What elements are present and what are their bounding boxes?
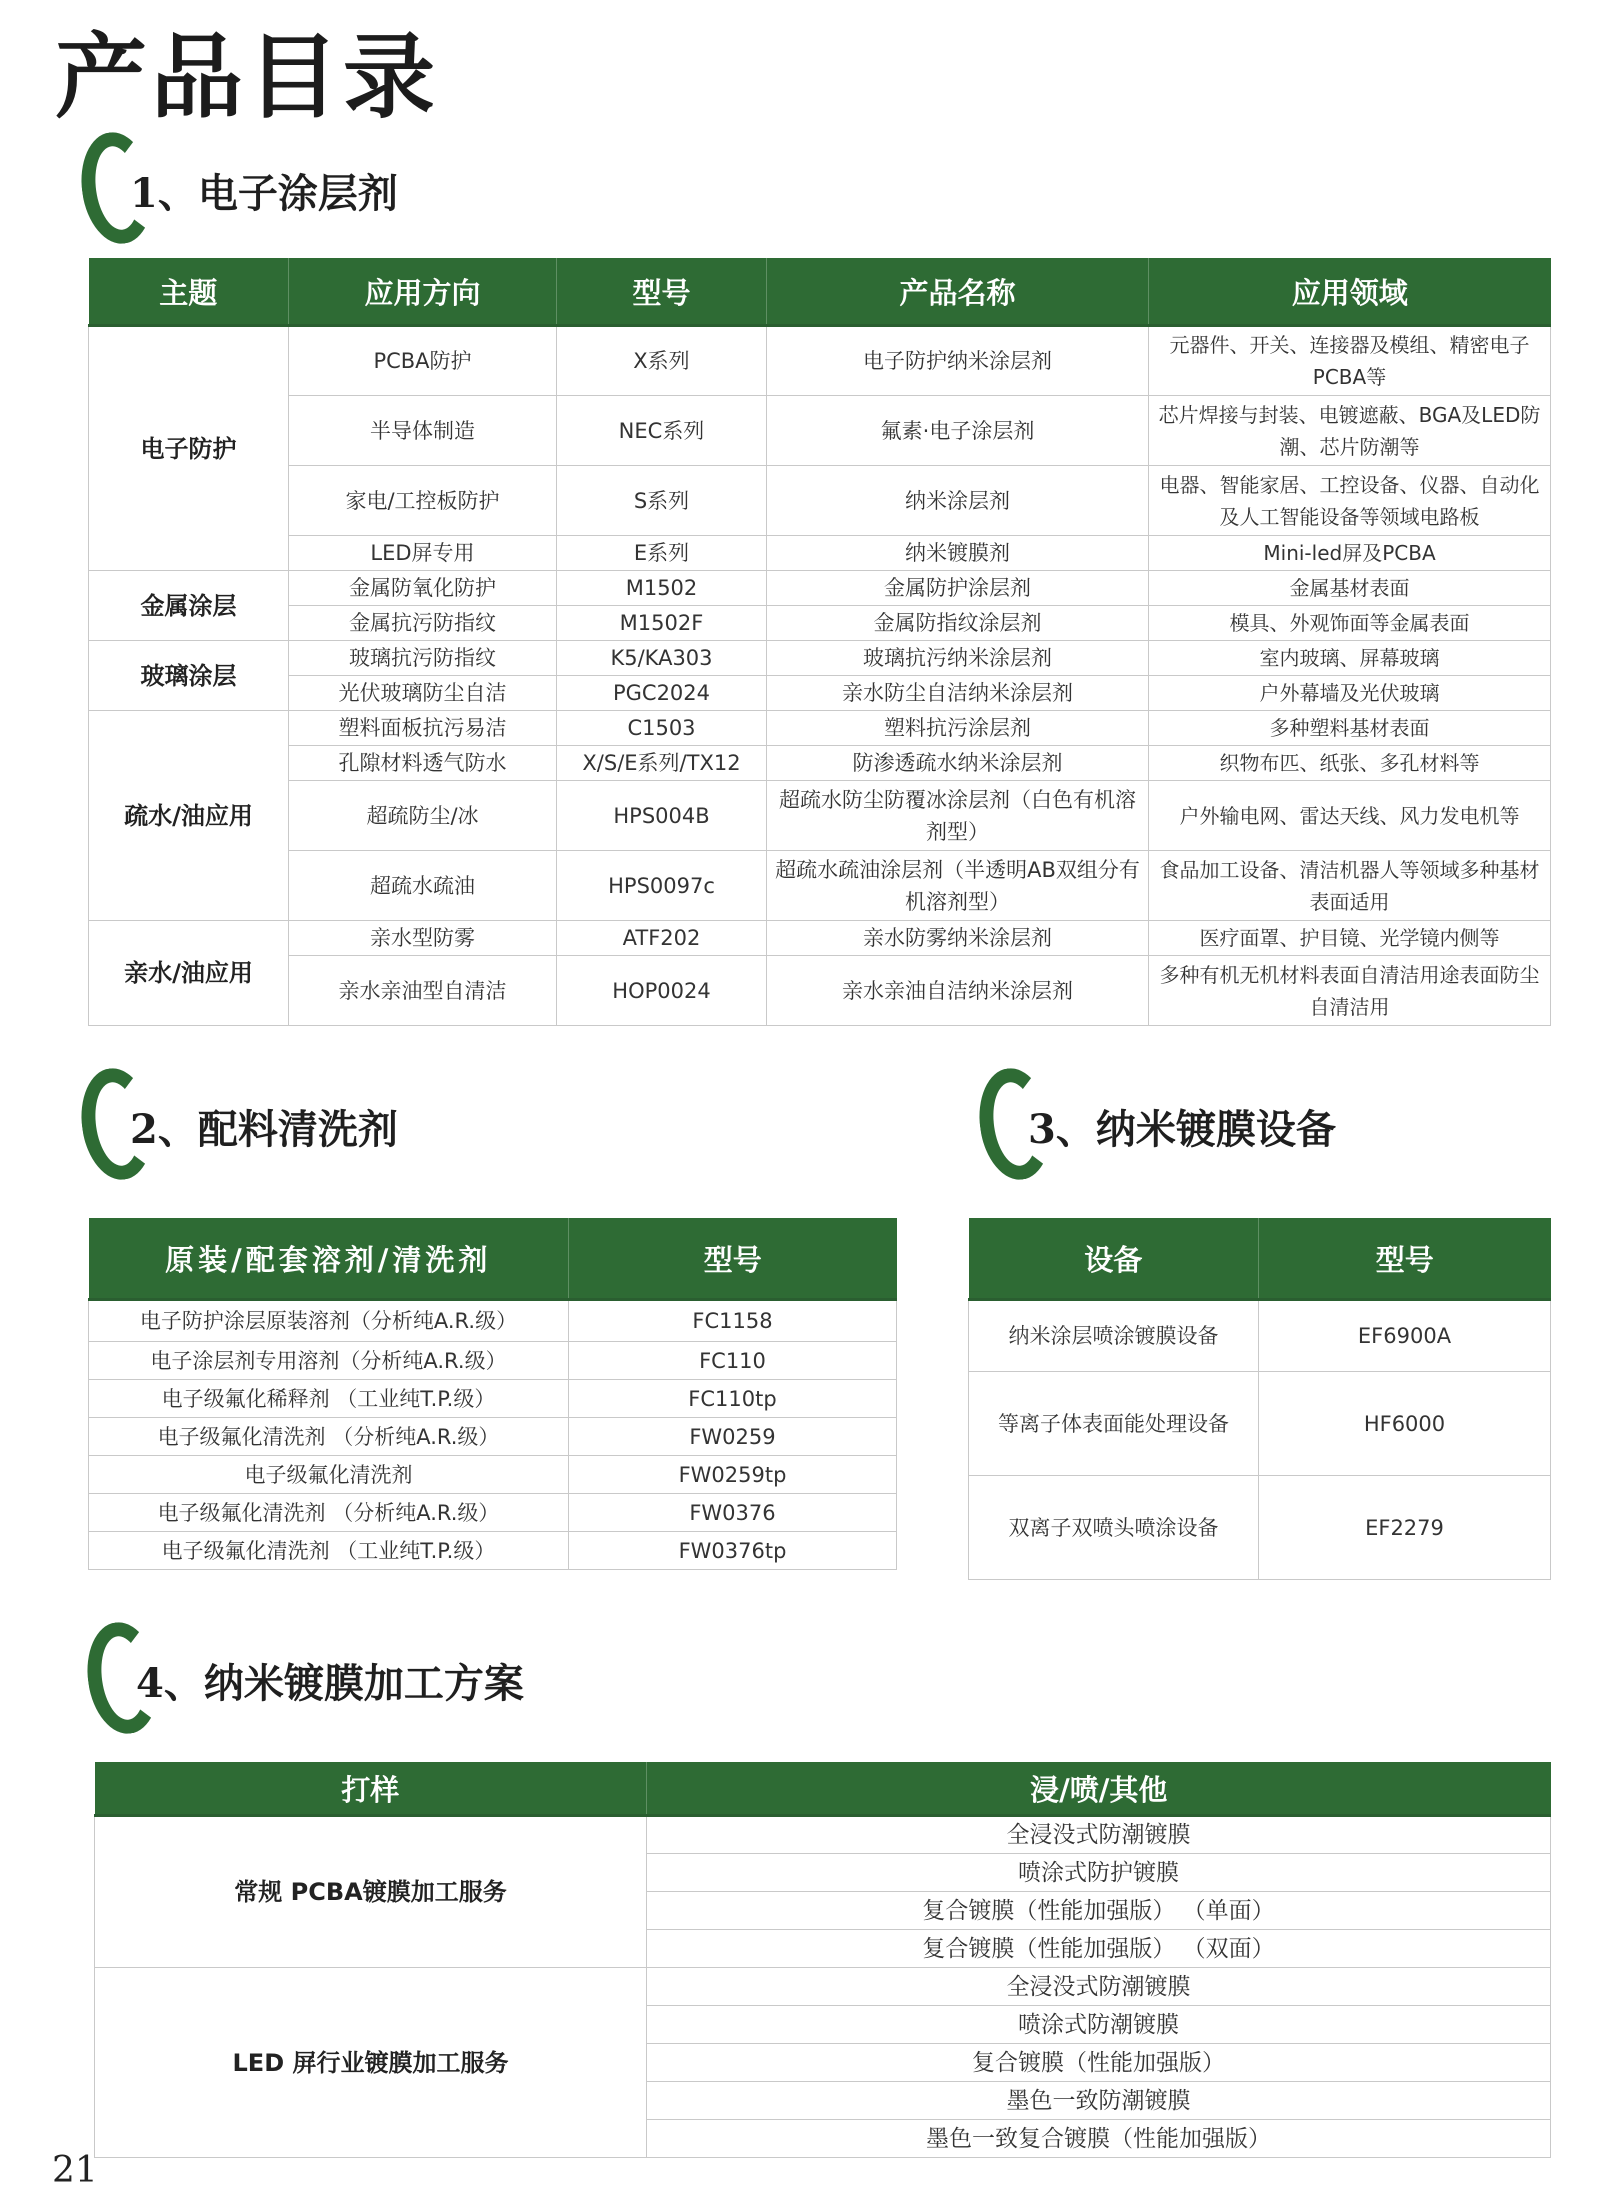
page-title: 产品目录 [55,23,440,131]
direction-cell: 光伏玻璃防尘自洁 [289,676,557,711]
process-item-cell: 喷涂式防潮镀膜 [647,2006,1551,2044]
solvent-name-cell: 电子防护涂层原装溶剂（分析纯A.R.级） [89,1300,569,1342]
model-cell: S系列 [557,466,767,536]
field-cell: 多种塑料基材表面 [1149,711,1551,746]
section-title: 1、电子涂层剂 [130,170,398,217]
direction-cell: 半导体制造 [289,396,557,466]
processing-services-table [94,1762,1551,2158]
model-cell: ATF202 [557,921,767,956]
model-cell: HPS0097c [557,851,767,921]
process-item-cell: 墨色一致复合镀膜（性能加强版） [647,2120,1551,2158]
product-name-cell: 防渗透疏水纳米涂层剂 [767,746,1149,781]
process-item-cell: 全浸没式防潮镀膜 [647,1968,1551,2006]
table-row [89,746,1551,781]
model-cell: HOP0024 [557,956,767,1026]
table-row [89,641,1551,676]
product-name-cell: 超疏水防尘防覆冰涂层剂（白色有机溶剂型） [767,781,1149,851]
product-name-cell: 亲水亲油自洁纳米涂层剂 [767,956,1149,1026]
model-cell: FC110tp [569,1380,897,1418]
table-row [89,326,1551,396]
equipment-name-cell: 等离子体表面能处理设备 [969,1372,1259,1476]
product-name-cell: 电子防护纳米涂层剂 [767,326,1149,396]
solvent-name-cell: 电子级氟化稀释剂 （工业纯T.P.级） [89,1380,569,1418]
table-row [95,1968,1551,2006]
product-name-cell: 亲水防雾纳米涂层剂 [767,921,1149,956]
model-cell: EF2279 [1259,1476,1551,1580]
equipment-name-cell: 纳米涂层喷涂镀膜设备 [969,1300,1259,1372]
model-cell: FC1158 [569,1300,897,1342]
product-name-cell: 纳米镀膜剂 [767,536,1149,571]
direction-cell: 塑料面板抗污易洁 [289,711,557,746]
direction-cell: 孔隙材料透气防水 [289,746,557,781]
section-title: 4、纳米镀膜加工方案 [136,1660,524,1707]
column-header: 打样 [95,1762,647,1816]
table-row [89,1380,897,1418]
column-header: 原装/配套溶剂/清洗剂 [89,1218,569,1300]
table-row [89,921,1551,956]
process-item-cell: 复合镀膜（性能加强版） [647,2044,1551,2082]
model-cell: M1502F [557,606,767,641]
direction-cell: 亲水型防雾 [289,921,557,956]
table-row [969,1372,1551,1476]
table-row [89,1494,897,1532]
product-name-cell: 超疏水疏油涂层剂（半透明AB双组分有机溶剂型） [767,851,1149,921]
solvent-name-cell: 电子涂层剂专用溶剂（分析纯A.R.级） [89,1342,569,1380]
table-row [89,676,1551,711]
service-name-cell: LED 屏行业镀膜加工服务 [95,1968,647,2158]
column-header: 型号 [569,1218,897,1300]
topic-cell: 疏水/油应用 [89,711,289,921]
field-cell: 室内玻璃、屏幕玻璃 [1149,641,1551,676]
process-item-cell: 复合镀膜（性能加强版） （双面） [647,1930,1551,1968]
field-cell: 多种有机无机材料表面自清洁用途表面防尘自清洁用 [1149,956,1551,1026]
model-cell: X/S/E系列/TX12 [557,746,767,781]
column-header: 型号 [1259,1218,1551,1300]
direction-cell: 亲水亲油型自清洁 [289,956,557,1026]
model-cell: EF6900A [1259,1300,1551,1372]
model-cell: X系列 [557,326,767,396]
topic-cell: 亲水/油应用 [89,921,289,1026]
column-header: 设备 [969,1218,1259,1300]
equipment-table [968,1218,1551,1580]
table-row [969,1476,1551,1580]
service-name-cell: 常规 PCBA镀膜加工服务 [95,1816,647,1968]
field-cell: 模具、外观饰面等金属表面 [1149,606,1551,641]
table-row [89,396,1551,466]
table-header-row [89,1218,897,1300]
column-header: 应用领域 [1149,258,1551,326]
field-cell: 户外幕墙及光伏玻璃 [1149,676,1551,711]
equipment-name-cell: 双离子双喷头喷涂设备 [969,1476,1259,1580]
table-row [89,1532,897,1570]
table-row [89,1342,897,1380]
product-name-cell: 塑料抗污涂层剂 [767,711,1149,746]
table-row [95,1816,1551,1854]
column-header: 产品名称 [767,258,1149,326]
process-item-cell: 喷涂式防护镀膜 [647,1854,1551,1892]
model-cell: FW0259 [569,1418,897,1456]
field-cell: 芯片焊接与封装、电镀遮蔽、BGA及LED防潮、芯片防潮等 [1149,396,1551,466]
model-cell: C1503 [557,711,767,746]
model-cell: FW0376tp [569,1532,897,1570]
product-name-cell: 金属防指纹涂层剂 [767,606,1149,641]
table-row [89,606,1551,641]
section-title: 2、配料清洗剂 [130,1106,398,1153]
field-cell: 织物布匹、纸张、多孔材料等 [1149,746,1551,781]
table-row [89,571,1551,606]
topic-cell: 金属涂层 [89,571,289,641]
direction-cell: 金属抗污防指纹 [289,606,557,641]
table-row [89,781,1551,851]
table-row [89,1456,897,1494]
product-name-cell: 氟素·电子涂层剂 [767,396,1149,466]
table-header-row [89,258,1551,326]
table-row [89,956,1551,1026]
section-title: 3、纳米镀膜设备 [1028,1106,1336,1153]
model-cell: K5/KA303 [557,641,767,676]
direction-cell: 金属防氧化防护 [289,571,557,606]
coating-agents-table [88,258,1551,1026]
table-row [89,1418,897,1456]
model-cell: NEC系列 [557,396,767,466]
table-row [89,711,1551,746]
table-row [89,536,1551,571]
column-header: 主题 [89,258,289,326]
solvent-name-cell: 电子级氟化清洗剂 （分析纯A.R.级） [89,1494,569,1532]
table-row [89,851,1551,921]
model-cell: M1502 [557,571,767,606]
model-cell: HPS004B [557,781,767,851]
table-header-row [969,1218,1551,1300]
field-cell: 户外输电网、雷达天线、风力发电机等 [1149,781,1551,851]
table-row [969,1300,1551,1372]
product-name-cell: 玻璃抗污纳米涂层剂 [767,641,1149,676]
field-cell: 电器、智能家居、工控设备、仪器、自动化及人工智能设备等领域电路板 [1149,466,1551,536]
solvent-name-cell: 电子级氟化清洗剂 （工业纯T.P.级） [89,1532,569,1570]
direction-cell: 超疏水疏油 [289,851,557,921]
field-cell: Mini-led屏及PCBA [1149,536,1551,571]
model-cell: FC110 [569,1342,897,1380]
product-name-cell: 金属防护涂层剂 [767,571,1149,606]
solvents-table [88,1218,897,1570]
field-cell: 医疗面罩、护目镜、光学镜内侧等 [1149,921,1551,956]
topic-cell: 玻璃涂层 [89,641,289,711]
model-cell: FW0259tp [569,1456,897,1494]
field-cell: 元器件、开关、连接器及模组、精密电子PCBA等 [1149,326,1551,396]
table-row [89,1300,897,1342]
direction-cell: 家电/工控板防护 [289,466,557,536]
column-header: 型号 [557,258,767,326]
page-number: 21 [52,2150,98,2191]
topic-cell: 电子防护 [89,326,289,571]
product-name-cell: 纳米涂层剂 [767,466,1149,536]
direction-cell: 超疏防尘/冰 [289,781,557,851]
process-item-cell: 墨色一致防潮镀膜 [647,2082,1551,2120]
solvent-name-cell: 电子级氟化清洗剂 （分析纯A.R.级） [89,1418,569,1456]
column-header: 浸/喷/其他 [647,1762,1551,1816]
model-cell: PGC2024 [557,676,767,711]
direction-cell: 玻璃抗污防指纹 [289,641,557,676]
field-cell: 食品加工设备、清洁机器人等领域多种基材表面适用 [1149,851,1551,921]
table-header-row [95,1762,1551,1816]
column-header: 应用方向 [289,258,557,326]
model-cell: E系列 [557,536,767,571]
process-item-cell: 复合镀膜（性能加强版） （单面） [647,1892,1551,1930]
direction-cell: LED屏专用 [289,536,557,571]
process-item-cell: 全浸没式防潮镀膜 [647,1816,1551,1854]
direction-cell: PCBA防护 [289,326,557,396]
field-cell: 金属基材表面 [1149,571,1551,606]
table-row [89,466,1551,536]
solvent-name-cell: 电子级氟化清洗剂 [89,1456,569,1494]
model-cell: FW0376 [569,1494,897,1532]
model-cell: HF6000 [1259,1372,1551,1476]
product-name-cell: 亲水防尘自洁纳米涂层剂 [767,676,1149,711]
